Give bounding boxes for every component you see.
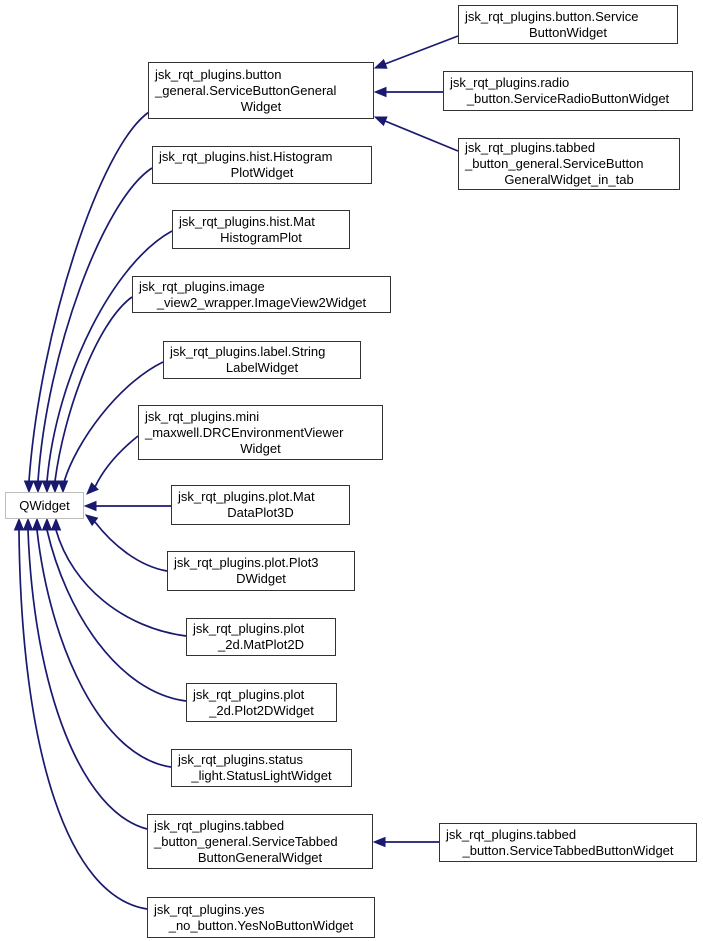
node-label-line: jsk_rqt_plugins.plot: [193, 621, 305, 636]
class-node-plot2d-widget[interactable]: [186, 683, 337, 722]
node-label-line: jsk_rqt_plugins.button.Service: [465, 8, 639, 24]
node-label-line: _general.ServiceButtonGeneral: [155, 82, 337, 98]
arrowhead-icon: [375, 60, 387, 68]
arrowhead-icon: [33, 519, 42, 530]
edge-mat-data-plot3d-to-qwidget: [85, 502, 171, 511]
node-label-line: _2d.Plot2DWidget: [209, 702, 314, 718]
node-label-line: ButtonWidget: [528, 24, 608, 40]
arrowhead-icon: [85, 502, 96, 511]
node-label-line: HistogramPlot: [220, 229, 302, 245]
node-label-line: _button.ServiceTabbedButtonWidget: [462, 842, 674, 858]
edge-service-button-widget-to-service-button-general-widget: [375, 36, 458, 68]
arrowhead-icon: [25, 481, 34, 492]
node-label-line: jsk_rqt_plugins.tabbed: [154, 817, 285, 833]
node-label-line: jsk_rqt_plugins.button: [155, 66, 282, 82]
node-label-line: _light.StatusLightWidget: [191, 768, 332, 783]
arrowhead-icon: [43, 481, 52, 492]
arrowhead-icon: [59, 481, 68, 492]
edge-plot3d-widget-to-qwidget: [86, 515, 167, 571]
arrowhead-icon: [86, 515, 98, 525]
edge-yes-no-button-widget-to-qwidget: [15, 519, 148, 909]
node-label-line: jsk_rqt_plugins.hist.Histogram: [159, 149, 333, 164]
node-label-line: QWidget: [19, 497, 70, 513]
class-node-mat-data-plot3d[interactable]: [171, 485, 350, 525]
node-label-line: jsk_rqt_plugins.image: [139, 278, 265, 294]
class-node-mat-histogram-plot[interactable]: [172, 210, 350, 249]
class-node-service-button-general-widget[interactable]: [148, 62, 374, 119]
class-node-string-label-widget[interactable]: [163, 341, 361, 379]
edge-plot2d-widget-to-qwidget: [43, 519, 187, 701]
node-label-line: _no_button.YesNoButtonWidget: [168, 917, 354, 933]
arrowhead-icon: [52, 519, 61, 530]
node-label-line: Widget: [240, 440, 281, 456]
node-label-line: jsk_rqt_plugins.plot.Plot3: [174, 555, 319, 570]
node-label-line: LabelWidget: [225, 360, 299, 375]
node-label-line: GeneralWidget_in_tab: [504, 172, 634, 187]
arrowhead-icon: [375, 88, 386, 97]
node-label-line: jsk_rqt_plugins.plot: [193, 686, 305, 702]
arrowhead-icon: [15, 519, 24, 530]
node-label-line: jsk_rqt_plugins.tabbed: [465, 140, 596, 155]
edge-service-button-general-widget-in-tab-to-service-button-general-widget: [375, 117, 458, 151]
edge-service-radio-button-widget-to-service-button-general-widget: [375, 88, 443, 97]
edge-image-view2-widget-to-qwidget: [51, 297, 133, 492]
node-label-line: _button_general.ServiceButton: [465, 156, 644, 171]
edge-histogram-plot-widget-to-qwidget: [34, 168, 153, 492]
node-label-line: DWidget: [236, 571, 286, 586]
node-label-line: _view2_wrapper.ImageView2Widget: [156, 294, 367, 310]
node-label-line: jsk_rqt_plugins.tabbed: [446, 826, 577, 842]
node-label-line: _maxwell.DRCEnvironmentViewer: [145, 424, 344, 440]
node-label-line: Widget: [240, 98, 282, 114]
arrowhead-icon: [51, 481, 60, 492]
class-node-service-button-widget[interactable]: [458, 5, 678, 44]
edge-mat-plot2d-to-qwidget: [52, 519, 187, 636]
node-label-line: jsk_rqt_plugins.radio: [450, 75, 570, 90]
class-node-histogram-plot-widget[interactable]: [152, 146, 372, 184]
node-label-line: _2d.MatPlot2D: [218, 637, 304, 652]
class-node-plot3d-widget[interactable]: [167, 551, 355, 591]
class-node-drc-environment-viewer-widget[interactable]: [138, 405, 383, 460]
edge-service-tabbed-button-general-widget-to-qwidget: [24, 519, 148, 829]
edge-service-button-general-widget-to-qwidget: [25, 112, 150, 492]
node-label-line: PlotWidget: [230, 165, 294, 180]
node-label-line: DataPlot3D: [227, 505, 294, 520]
arrowhead-icon: [375, 117, 387, 125]
class-node-status-light-widget[interactable]: [171, 749, 352, 787]
class-node-mat-plot2d[interactable]: [186, 618, 336, 656]
edge-status-light-widget-to-qwidget: [33, 519, 172, 767]
class-node-service-tabbed-button-general-widget[interactable]: [147, 814, 373, 869]
edge-drc-environment-viewer-widget-to-qwidget: [87, 436, 138, 494]
arrowhead-icon: [374, 838, 385, 847]
node-label-line: jsk_rqt_plugins.status: [178, 752, 304, 767]
node-label-line: jsk_rqt_plugins.mini: [145, 408, 260, 424]
node-label-line: jsk_rqt_plugins.label.String: [170, 344, 326, 359]
node-label-line: jsk_rqt_plugins.yes: [154, 901, 265, 917]
arrowhead-icon: [87, 483, 98, 494]
class-node-yes-no-button-widget[interactable]: [147, 897, 375, 938]
class-node-qwidget[interactable]: [5, 492, 84, 519]
node-label-line: jsk_rqt_plugins.hist.Mat: [179, 213, 315, 229]
arrowhead-icon: [43, 519, 52, 530]
node-label-line: ButtonGeneralWidget: [197, 849, 323, 865]
arrowhead-icon: [24, 519, 33, 530]
class-node-service-tabbed-button-widget[interactable]: [439, 823, 697, 862]
class-node-service-radio-button-widget[interactable]: [443, 71, 693, 111]
class-node-image-view2-widget[interactable]: [132, 276, 391, 313]
class-node-service-button-general-widget-in-tab[interactable]: [458, 138, 680, 190]
node-label-line: _button.ServiceRadioButtonWidget: [466, 91, 670, 106]
node-label-line: jsk_rqt_plugins.plot.Mat: [178, 489, 315, 504]
node-label-line: _button_general.ServiceTabbed: [154, 833, 338, 849]
arrowhead-icon: [34, 481, 43, 492]
edge-service-tabbed-button-widget-to-service-tabbed-button-general-widget: [374, 838, 439, 847]
